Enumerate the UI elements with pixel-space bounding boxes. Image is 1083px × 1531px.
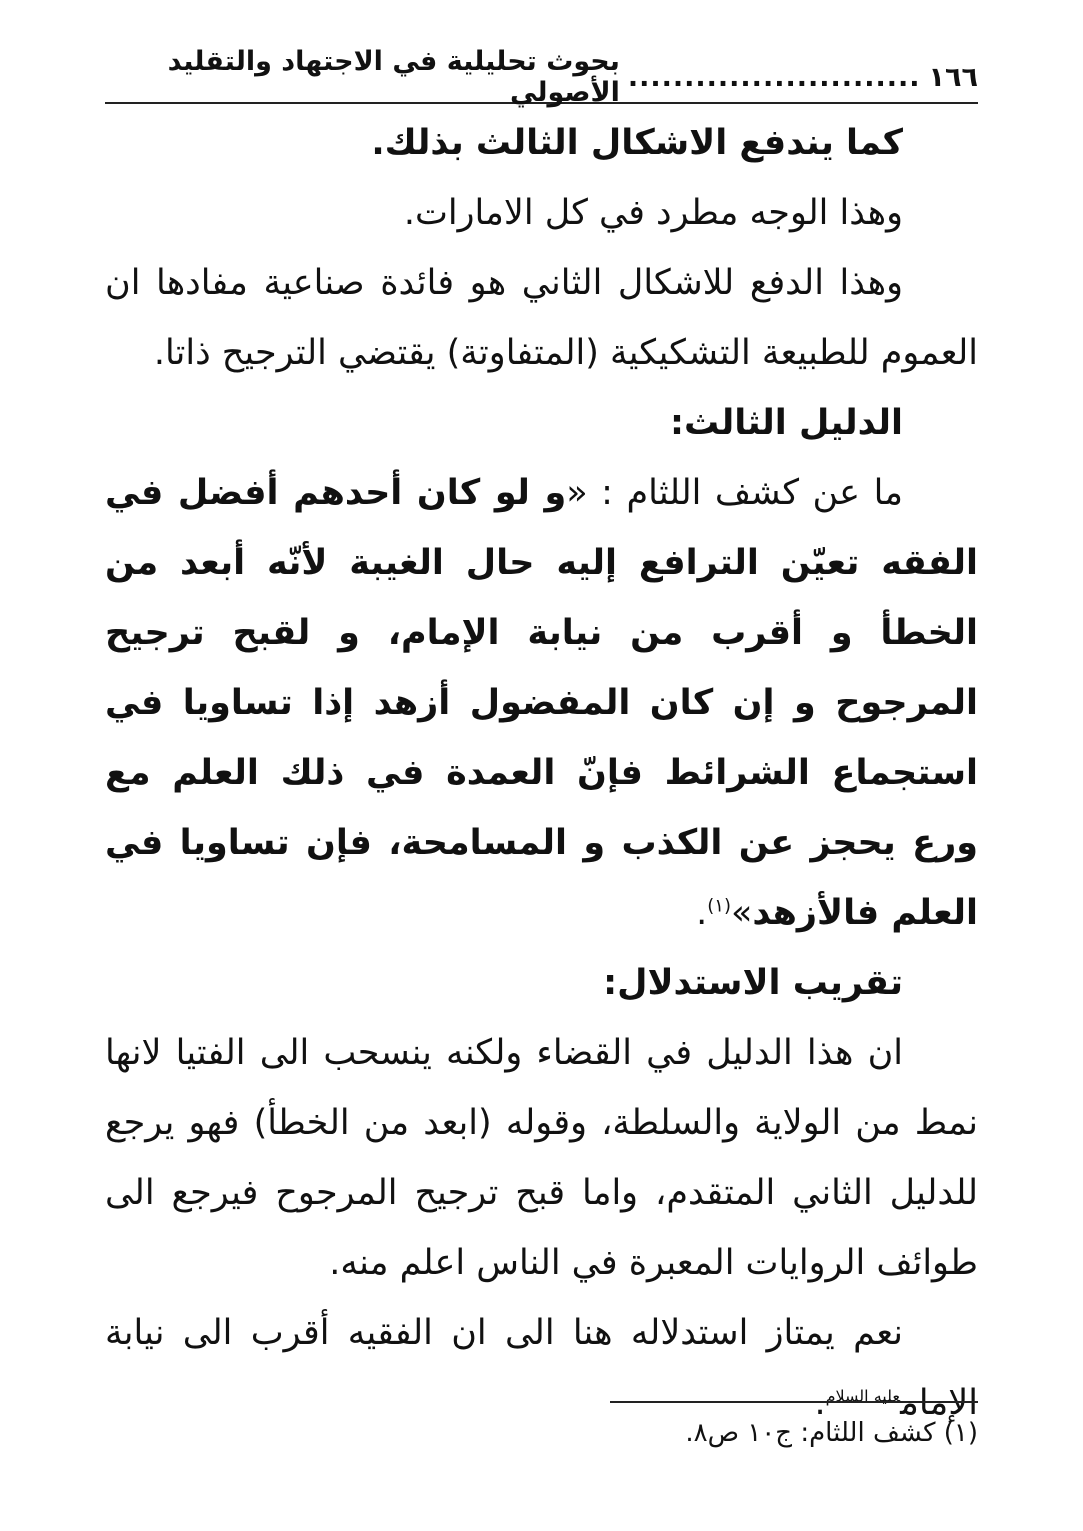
quote-close: » <box>731 893 753 933</box>
honorific-mark: عليه السلام <box>825 1386 901 1406</box>
main-text <box>105 108 978 1438</box>
heading-argument: تقريب الاستدلال: <box>603 963 903 1003</box>
page-number: ١٦٦ <box>928 61 978 93</box>
paragraph-5: ان هذا الدليل في القضاء ولكنه ينسحب الى الفتيا لانها نمط من الولاية والسلطة، وقوله (ابعد من الخطأ) فهو يرجع للدليل الثاني المتقدم، واما قبح ترجيح المرجوح فيرجع الى طوائف الروايات المعبرة في الناس اعلم منه. <box>105 1033 978 1283</box>
footnote: (١) كشف اللثام: ج١٠ ص٨. <box>685 1418 978 1448</box>
paragraph-2: وهذا الوجه مطرد في كل الامارات. <box>403 193 903 233</box>
quote-intro: ما عن كشف اللثام : « <box>566 473 903 513</box>
paragraph-quote <box>105 458 978 948</box>
paragraph-6-end: . <box>814 1383 826 1423</box>
page-header <box>105 46 978 108</box>
heading-third-evidence: الدليل الثالث: <box>670 403 903 443</box>
paragraph-1: كما يندفع الاشكال الثالث بذلك. <box>371 123 903 163</box>
quote-end: . <box>696 893 708 933</box>
footnote-divider <box>610 1401 978 1403</box>
footnote-reference: (١) <box>707 895 731 917</box>
header-dots: .......................... <box>627 61 921 93</box>
book-title: بحوث تحليلية في الاجتهاد والتقليد الأصولي <box>167 46 620 108</box>
paragraph-3: وهذا الدفع للاشكال الثاني هو فائدة صناعية مفادها ان العموم للطبيعة التشكيكية (المتفاوتة) يقتضي الترجيح ذاتا. <box>105 263 978 373</box>
paragraph-6-text: نعم يمتاز استدلاله هنا الى ان الفقيه أقرب الى نيابة الإمام <box>105 1313 978 1423</box>
quote-text: و لو كان أحدهم أفضل في الفقه تعيّن الترافع إليه حال الغيبة لأنّه أبعد من الخطأ و أقرب من نيابة الإمام، و لقبح ترجيح المرجوح و إن كان المفضول أزهد إذا تساويا في استجماع الشرائط فإنّ العمدة في ذلك العلم مع ورع يحجز عن الكذب و المسامحة، فإن تساويا في العلم فالأزهد <box>105 473 978 933</box>
